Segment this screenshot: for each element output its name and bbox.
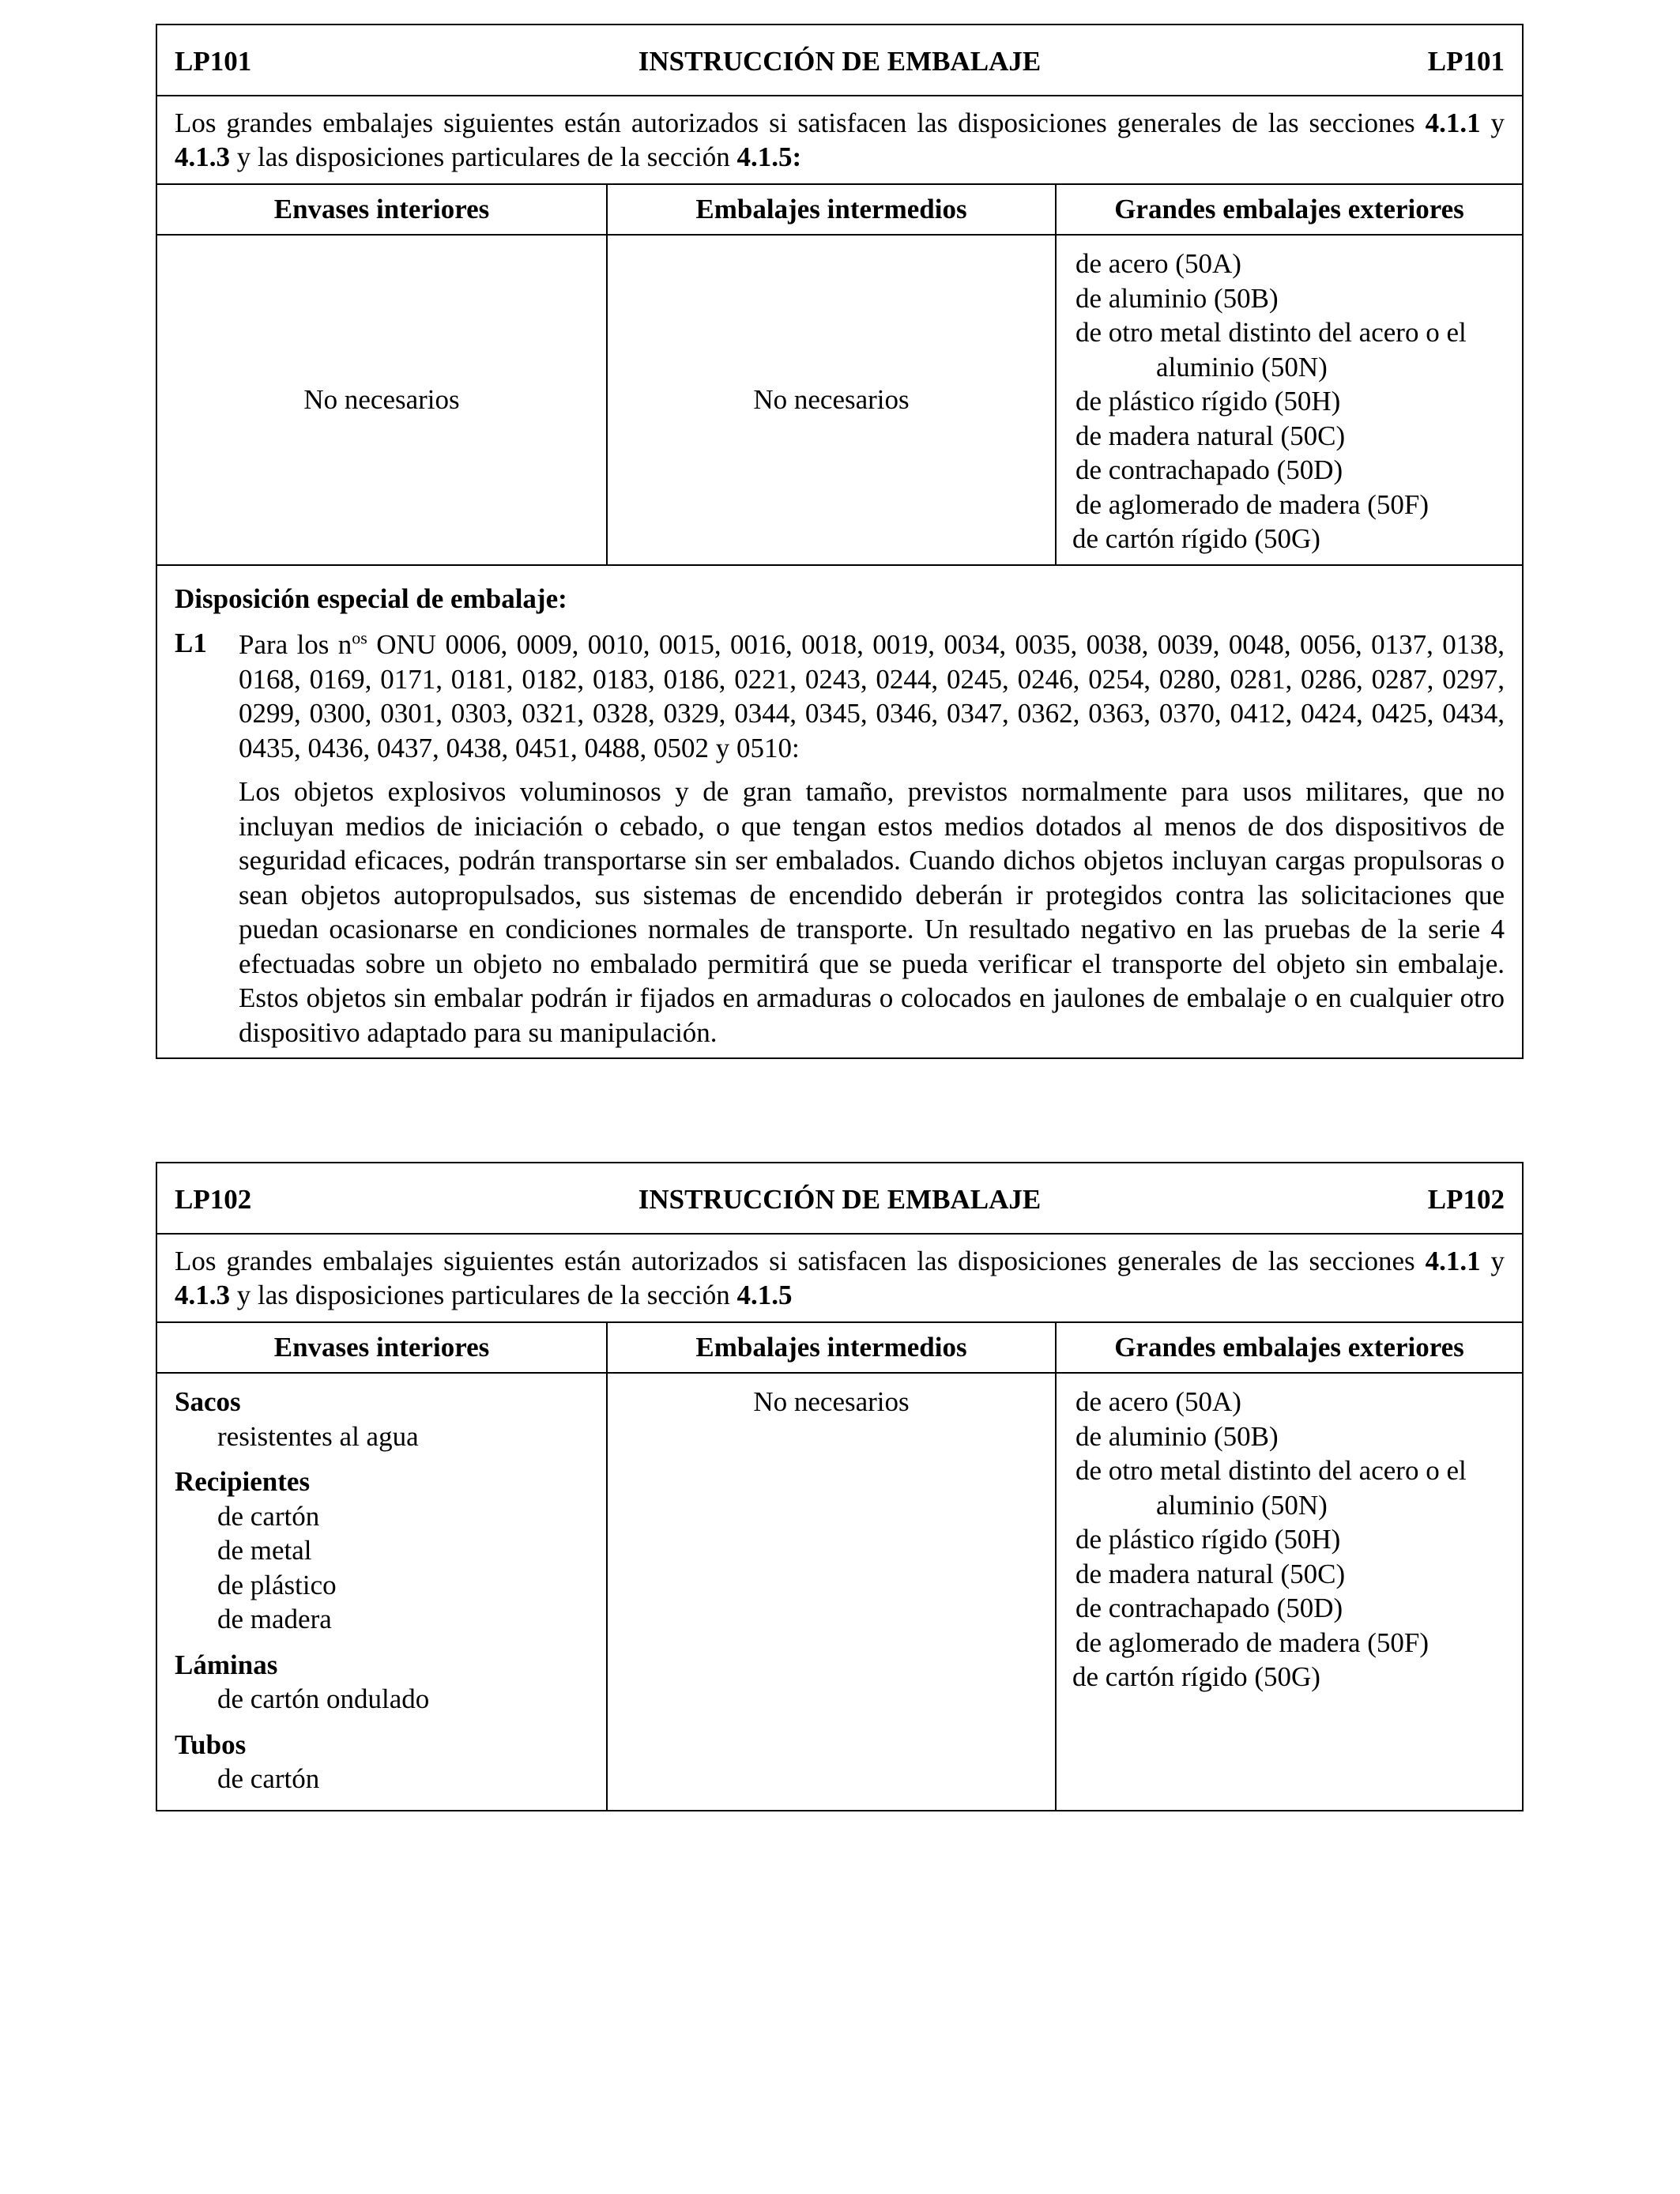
outer-cell xyxy=(1055,236,1522,566)
outer-item: de contrachapado (50D) xyxy=(1075,1593,1343,1623)
inner-item: de madera xyxy=(217,1604,332,1634)
lp101-table xyxy=(156,24,1524,1059)
inner-item: de cartón xyxy=(217,1500,320,1532)
outer-item: de contrachapado (50D) xyxy=(1075,454,1343,485)
column-header-outer: Grandes embalajes exteriores xyxy=(1055,1323,1522,1374)
outer-item: aluminio (50N) xyxy=(1156,1489,1328,1521)
intro-text: Los grandes embalajes siguientes están autorizados si satisfacen las disposiciones generales de las secciones xyxy=(175,107,1426,138)
section-ref: 4.1.5: xyxy=(736,141,802,172)
outer-item: de otro metal distinto del acero o el xyxy=(1075,317,1467,348)
outer-item: de otro metal distinto del acero o el xyxy=(1075,1455,1467,1486)
instruction-code-right: LP101 xyxy=(1427,46,1505,77)
intro-and: y xyxy=(1480,107,1505,138)
inner-group-title: Recipientes xyxy=(175,1466,311,1497)
outer-item: de cartón rígido (50G) xyxy=(1072,523,1320,554)
outer-item: de aluminio (50B) xyxy=(1075,1420,1279,1452)
inner-item: de cartón xyxy=(217,1763,320,1794)
column-header-intermediate: Embalajes intermedios xyxy=(606,1323,1055,1374)
column-header-inner: Envases interiores xyxy=(157,185,606,236)
table-header xyxy=(157,25,1522,96)
inner-cell xyxy=(157,236,606,566)
instruction-title: INSTRUCCIÓN DE EMBALAJE xyxy=(638,1184,1042,1215)
inner-group-title: Tubos xyxy=(175,1728,247,1760)
intro-text: Los grandes embalajes siguientes están autorizados si satisfacen las disposiciones generales de las secciones xyxy=(175,1246,1426,1276)
column-header-inner: Envases interiores xyxy=(157,1323,606,1374)
intro-text: y las disposiciones particulares de la sección xyxy=(230,141,737,172)
intro-text: y las disposiciones particulares de la sección xyxy=(230,1280,737,1310)
outer-item: de aglomerado de madera (50F) xyxy=(1075,488,1430,520)
outer-item: de plástico rígido (50H) xyxy=(1075,386,1341,417)
inner-cell xyxy=(157,1374,606,1810)
special-provision-body xyxy=(239,628,1505,1059)
inner-item: de cartón ondulado xyxy=(217,1683,430,1714)
inner-group-title: Sacos xyxy=(175,1386,241,1417)
outer-item: aluminio (50N) xyxy=(1156,351,1328,383)
outer-item: de madera natural (50C) xyxy=(1075,1558,1346,1589)
special-provision-title: Disposición especial de embalaje: xyxy=(175,583,567,614)
inner-group-title: Láminas xyxy=(175,1649,278,1680)
instruction-code-right: LP102 xyxy=(1427,1184,1505,1215)
intermediate-cell xyxy=(606,236,1055,566)
instruction-title: INSTRUCCIÓN DE EMBALAJE xyxy=(638,46,1042,77)
section-ref: 4.1.1 xyxy=(1425,107,1481,138)
outer-item: de acero (50A) xyxy=(1075,248,1241,279)
intermediate-cell xyxy=(606,1374,1055,1810)
table-header xyxy=(157,1163,1522,1235)
section-ref: 4.1.3 xyxy=(175,141,230,172)
inner-item: de metal xyxy=(217,1535,312,1566)
un-prefix: Para los n xyxy=(239,629,352,660)
instruction-code-left: LP101 xyxy=(175,46,252,77)
intermediate-value: No necesarios xyxy=(753,1386,910,1417)
section-ref: 4.1.3 xyxy=(175,1280,230,1310)
column-header-intermediate: Embalajes intermedios xyxy=(606,185,1055,236)
outer-item: de aglomerado de madera (50F) xyxy=(1075,1627,1430,1658)
outer-item: de aluminio (50B) xyxy=(1075,282,1279,314)
outer-item: de madera natural (50C) xyxy=(1075,420,1346,451)
inner-value: No necesarios xyxy=(303,384,460,416)
intermediate-value: No necesarios xyxy=(753,384,910,416)
outer-item: de acero (50A) xyxy=(1075,1386,1241,1417)
section-ref: 4.1.1 xyxy=(1425,1246,1481,1276)
special-provision-code: L1 xyxy=(175,628,207,658)
lp102-table xyxy=(156,1162,1524,1811)
inner-item: resistentes al agua xyxy=(217,1420,419,1452)
section-ref: 4.1.5 xyxy=(736,1280,793,1310)
outer-item: de cartón rígido (50G) xyxy=(1072,1661,1320,1692)
inner-item: de plástico xyxy=(217,1569,337,1600)
intro-and: y xyxy=(1480,1246,1505,1276)
instruction-code-left: LP102 xyxy=(175,1184,252,1215)
outer-item: de plástico rígido (50H) xyxy=(1075,1524,1341,1555)
column-header-outer: Grandes embalajes exteriores xyxy=(1055,185,1522,236)
un-numbers-paragraph xyxy=(239,628,1505,765)
superscript: os xyxy=(352,628,367,648)
un-numbers: ONU 0006, 0009, 0010, 0015, 0016, 0018, 0019, 0034, 0035, 0038, 0039, 0048, 0056, 0137, 0138, 0168, 0169, 0171, 0181, 0182, 0183, 0186, 0221, 0243, 0244, 0245, 0246, 0254, 0280, 0281, 0286, 0287, 0297, 0299, 0300, 0301, 0303, 0321, 0328, 0329, 0344, 0345, 0346, 0347, 0362, 0363, 0370, 0412, 0424, 0425, 0434, 0435, 0436, 0437, 0438, 0451, 0488, 0502 y 0510: xyxy=(239,629,1505,763)
intro-paragraph xyxy=(157,95,1522,185)
outer-cell xyxy=(1055,1374,1522,1810)
intro-paragraph xyxy=(157,1233,1522,1323)
provision-text: Los objetos explosivos voluminosos y de gran tamaño, previstos normalmente para usos militares, que no incluyan medios de iniciación o cebado, o que tengan estos medios dotados al menos de dos dispositivos de seguridad eficaces, podrán transportarse sin ser embalados. Cuando dichos objetos incluyan cargas propulsoras o sean objetos autopropulsados, sus sistemas de encendido deberán ir protegidos contra las solicitaciones que puedan ocasionarse en condiciones normales de transporte. Un resultado negativo en las pruebas de la serie 4 efectuadas sobre un objeto no embalado permitirá que se pueda verificar el transporte del objeto sin embalaje. Estos objetos sin embalar podrán ir fijados en armaduras o colocados en jaulones de embalaje o en cualquier otro dispositivo adaptado para su manipulación. xyxy=(239,776,1505,1048)
special-provision xyxy=(157,566,1522,1057)
